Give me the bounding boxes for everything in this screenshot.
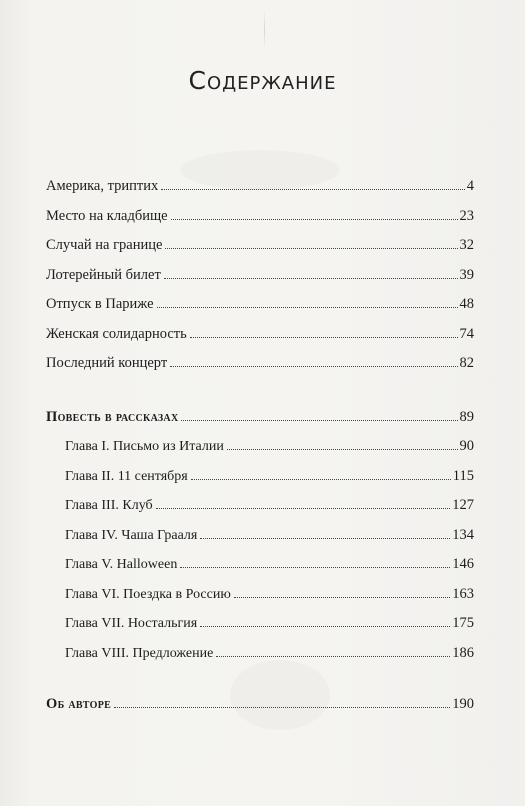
toc-entry-page: 89 <box>459 408 474 425</box>
dot-leader <box>170 355 457 367</box>
toc-entry-page: 74 <box>459 325 474 342</box>
toc-entry-page: 127 <box>452 497 474 513</box>
dot-leader <box>156 497 451 509</box>
toc-entry[interactable] <box>46 235 474 265</box>
toc-chapter-entry[interactable] <box>46 554 474 584</box>
toc-about-entry[interactable] <box>46 694 474 724</box>
page-title: Содержание <box>188 66 337 95</box>
toc-entry-page: 4 <box>466 178 474 194</box>
toc-chapter-title: Глава VIII. Предложение <box>65 645 214 661</box>
toc-entry-page: 32 <box>459 237 474 253</box>
toc-entry[interactable] <box>46 324 474 354</box>
toc-part-entry[interactable] <box>46 407 474 437</box>
toc-entry-page: 48 <box>459 296 474 312</box>
toc-entry[interactable] <box>46 176 474 206</box>
dot-leader <box>191 468 451 480</box>
toc-chapter-title: Глава V. Halloween <box>65 557 178 572</box>
toc-entry[interactable] <box>46 294 474 324</box>
toc-entry[interactable] <box>46 265 474 295</box>
dot-leader <box>157 296 458 308</box>
toc-entry-title: Женская солидарность <box>46 325 187 342</box>
dot-leader <box>165 237 457 249</box>
toc-chapter-entry[interactable] <box>46 584 474 614</box>
dot-leader <box>114 696 450 708</box>
toc-chapter-title: Глава VII. Ностальгия <box>65 616 198 631</box>
toc-entry-page: 82 <box>459 355 474 371</box>
dot-leader <box>171 208 458 220</box>
toc-entry[interactable] <box>46 353 474 383</box>
toc-entry-page: 115 <box>452 467 474 484</box>
toc-chapter-entry[interactable] <box>46 466 474 496</box>
toc-entry-page: 23 <box>459 207 474 224</box>
toc-entry-page: 146 <box>452 556 474 572</box>
paper-crease <box>264 10 265 50</box>
toc-entry-page: 163 <box>452 585 474 602</box>
toc-part-title: Повесть в рассказах <box>46 408 179 425</box>
toc-chapter-title: Глава II. 11 сентября <box>65 468 188 484</box>
toc-entry[interactable] <box>46 206 474 236</box>
toc-chapter-entry[interactable] <box>46 643 474 673</box>
toc-entry-page: 186 <box>452 644 474 661</box>
toc-entry-title: Лотерейный билет <box>46 266 161 283</box>
toc-chapter-title: Глава I. Письмо из Италии <box>65 439 224 454</box>
table-of-contents <box>46 176 474 724</box>
dot-leader <box>164 267 458 279</box>
toc-entry-page: 39 <box>459 266 474 283</box>
toc-entry-page: 175 <box>452 615 474 631</box>
toc-entry-page: 90 <box>459 438 474 454</box>
toc-entry-title: Последний концерт <box>46 355 168 371</box>
dot-leader <box>190 326 458 338</box>
dot-leader <box>161 178 465 190</box>
toc-chapter-title: Глава III. Клуб <box>65 498 153 513</box>
dot-leader <box>234 586 450 598</box>
dot-leader <box>216 645 450 657</box>
toc-entry-page: 190 <box>452 696 474 712</box>
toc-entry-title: Место на кладбище <box>46 207 168 224</box>
dot-leader <box>180 556 450 568</box>
section-spacer <box>46 383 474 407</box>
section-spacer <box>46 672 474 694</box>
toc-chapter-entry[interactable] <box>46 525 474 555</box>
toc-chapter-entry[interactable] <box>46 613 474 643</box>
toc-chapter-title: Глава IV. Чаша Грааля <box>65 527 198 543</box>
toc-entry-title: Отпуск в Париже <box>46 296 154 312</box>
toc-part-title: Об авторе <box>46 696 112 712</box>
toc-chapter-title: Глава VI. Поездка в Россию <box>65 586 231 602</box>
toc-entry-page: 134 <box>452 526 474 543</box>
dot-leader <box>227 438 458 450</box>
toc-chapter-entry[interactable] <box>46 436 474 466</box>
dot-leader <box>181 409 457 421</box>
toc-entry-title: Случай на границе <box>46 237 163 253</box>
toc-entry-title: Америка, триптих <box>46 178 159 194</box>
dot-leader <box>200 527 450 539</box>
dot-leader <box>200 615 450 627</box>
toc-chapter-entry[interactable] <box>46 495 474 525</box>
